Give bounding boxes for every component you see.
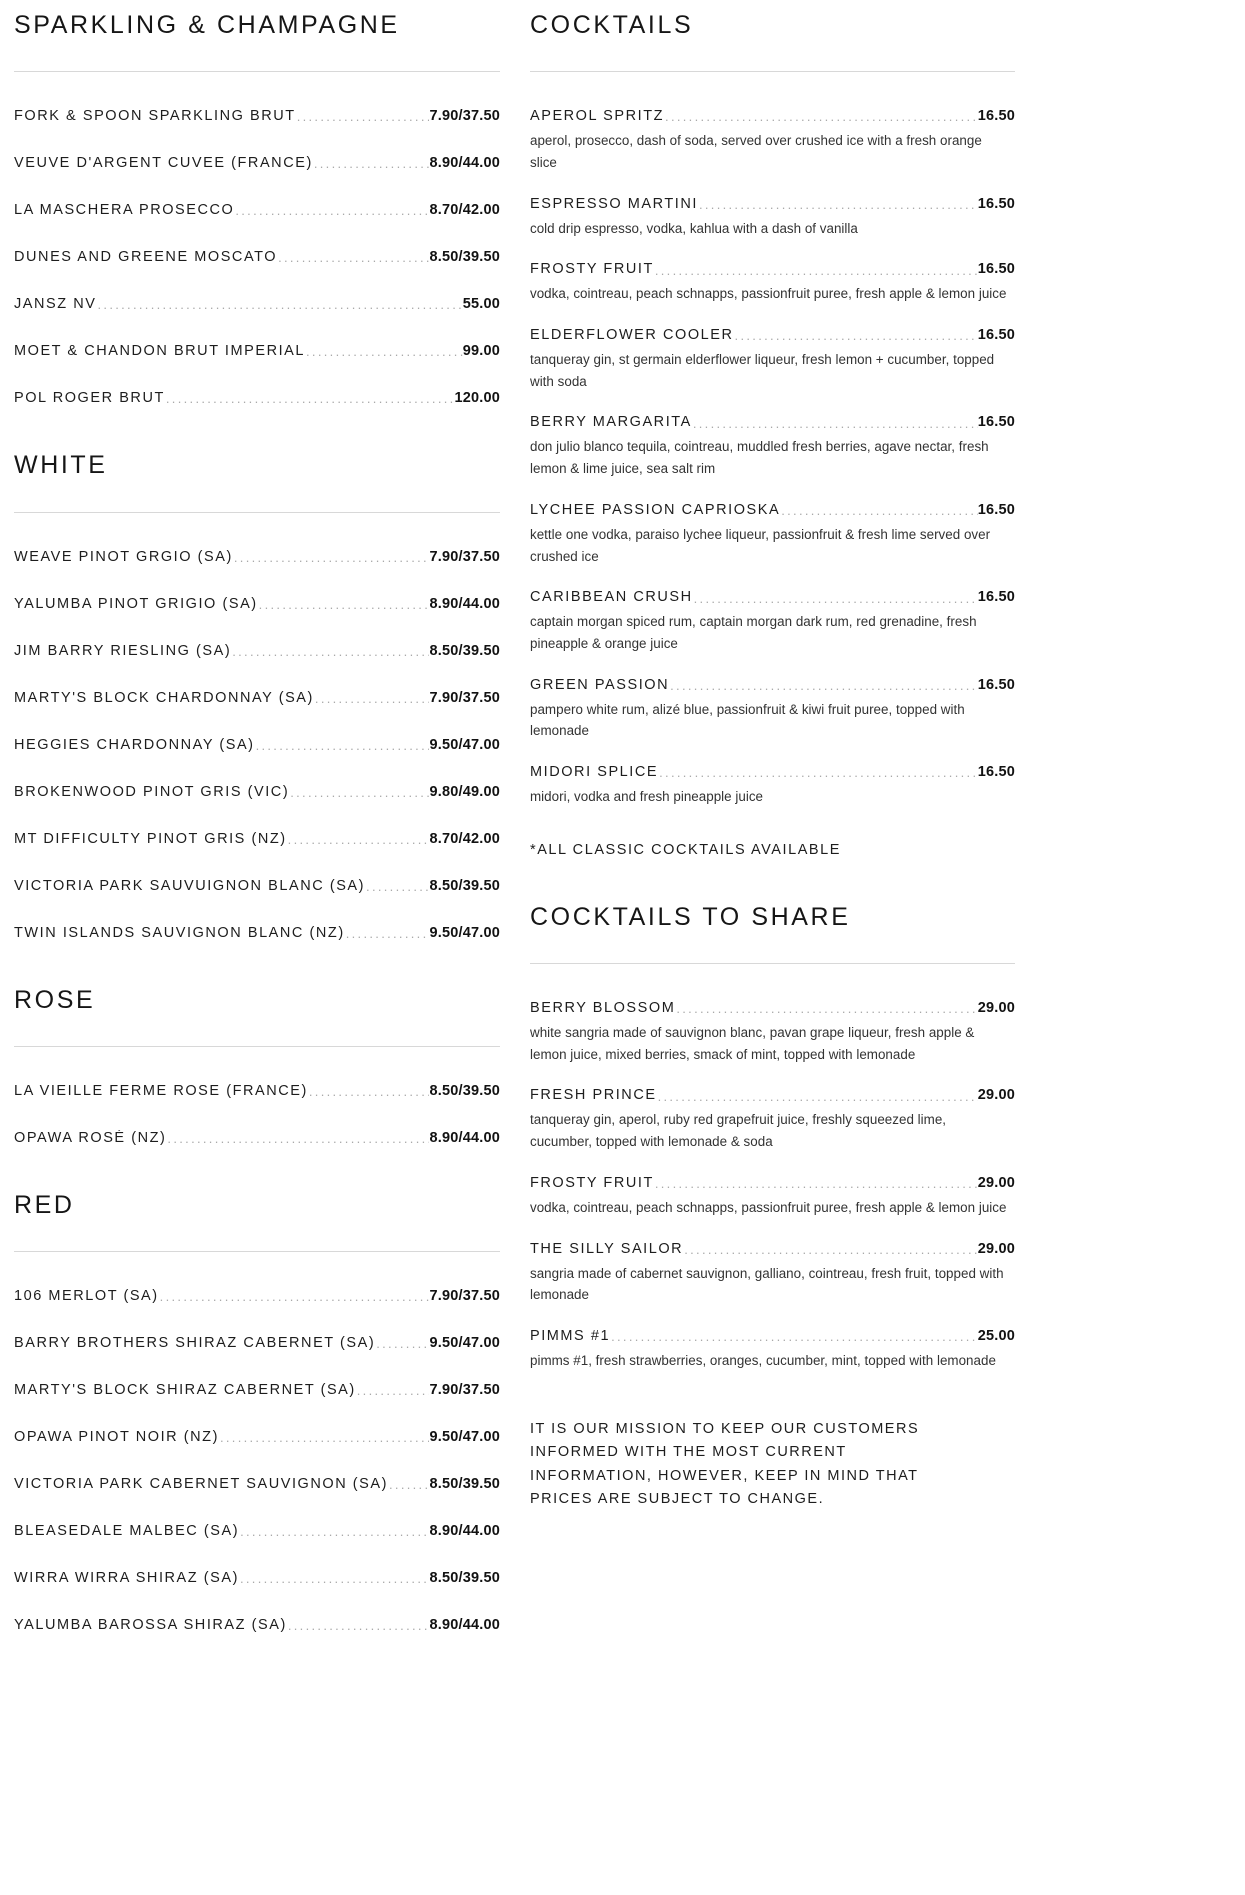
share-cocktail-item[interactable] bbox=[530, 1241, 1015, 1306]
wine-row[interactable] bbox=[14, 296, 500, 312]
wine-name: MOET & CHANDON BRUT IMPERIAL bbox=[14, 343, 306, 360]
cocktail-price: 16.50 bbox=[977, 327, 1015, 344]
wine-row[interactable] bbox=[14, 1429, 500, 1445]
dot-leader bbox=[684, 1242, 977, 1257]
wine-name: 106 MERLOT (SA) bbox=[14, 1288, 159, 1304]
dot-leader bbox=[297, 110, 430, 125]
wine-row[interactable] bbox=[14, 155, 500, 171]
prices-disclaimer bbox=[530, 1418, 960, 1512]
dot-leader bbox=[309, 1084, 430, 1099]
wine-name: VEUVE D'ARGENT CUVEE (FRANCE) bbox=[14, 155, 313, 172]
wine-row[interactable] bbox=[14, 784, 500, 800]
dot-leader bbox=[166, 392, 455, 407]
wine-name: BARRY BROTHERS SHIRAZ CABERNET (SA) bbox=[14, 1335, 376, 1351]
dot-leader bbox=[670, 678, 978, 693]
wine-row[interactable] bbox=[14, 1288, 500, 1304]
cocktail-description: sangria made of cabernet sauvignon, galliano, cointreau, fresh fruit, topped with lemonade bbox=[530, 1265, 1004, 1303]
dot-leader bbox=[735, 329, 978, 344]
wine-row[interactable] bbox=[14, 925, 500, 941]
cocktail-head bbox=[530, 1087, 1015, 1103]
cocktail-price: 16.50 bbox=[977, 108, 1015, 125]
cocktail-head bbox=[530, 414, 1015, 430]
cocktail-price: 16.50 bbox=[977, 589, 1015, 606]
section-divider bbox=[14, 1251, 500, 1252]
section-divider bbox=[14, 71, 500, 72]
section-divider bbox=[530, 71, 1015, 72]
dot-leader bbox=[694, 591, 978, 606]
cocktail-price: 29.00 bbox=[977, 1087, 1015, 1104]
section-divider bbox=[14, 512, 500, 513]
dot-leader bbox=[676, 1002, 977, 1017]
cocktail-item[interactable] bbox=[530, 327, 1015, 392]
cocktail-name: FRESH PRINCE bbox=[530, 1087, 657, 1104]
cocktail-price: 29.00 bbox=[977, 1240, 1015, 1257]
wine-name: BROKENWOOD PINOT GRIS (VIC) bbox=[14, 783, 290, 800]
disclaimer-line: IT IS OUR MISSION TO KEEP OUR CUSTOMERS bbox=[530, 1420, 920, 1437]
wine-row[interactable] bbox=[14, 1335, 500, 1351]
cocktail-name: PIMMS #1 bbox=[530, 1327, 611, 1344]
cocktail-head bbox=[530, 261, 1015, 277]
section-title-cocktails-to-share: COCKTAILS TO SHARE bbox=[530, 902, 851, 931]
share-cocktail-item[interactable] bbox=[530, 1087, 1015, 1152]
cocktail-price: 16.50 bbox=[977, 676, 1015, 693]
cocktail-description: pimms #1, fresh strawberries, oranges, cucumber, mint, topped with lemonade bbox=[530, 1352, 996, 1368]
cocktail-name: FROSTY FRUIT bbox=[530, 1174, 654, 1191]
wine-row[interactable] bbox=[14, 1382, 500, 1398]
wine-row[interactable] bbox=[14, 643, 500, 659]
cocktail-price: 16.50 bbox=[977, 261, 1015, 278]
section-sparkling-champagne bbox=[14, 10, 500, 406]
dot-leader bbox=[220, 1431, 430, 1446]
wine-name: JIM BARRY RIESLING (SA) bbox=[14, 642, 232, 659]
cocktail-description: pampero white rum, alizé blue, passionfruit & kiwi fruit puree, topped with lemonade bbox=[530, 701, 965, 739]
cocktail-description: midori, vodka and fresh pineapple juice bbox=[530, 789, 764, 805]
dot-leader bbox=[376, 1337, 429, 1352]
share-cocktail-item[interactable] bbox=[530, 1000, 1015, 1065]
wine-row[interactable] bbox=[14, 108, 500, 124]
wine-name: WEAVE PINOT GRGIO (SA) bbox=[14, 548, 233, 565]
wine-name: POL ROGER BRUT bbox=[14, 390, 165, 407]
wine-list-rose bbox=[14, 1083, 500, 1146]
cocktail-name: LYCHEE PASSION CAPRIOSKA bbox=[530, 501, 781, 518]
cocktail-description: aperol, prosecco, dash of soda, served over crushed ice with a fresh orange slice bbox=[530, 133, 982, 170]
wine-name: YALUMBA BAROSSA SHIRAZ (SA) bbox=[14, 1617, 287, 1633]
cocktail-price: 16.50 bbox=[977, 195, 1015, 212]
cocktail-name: MIDORI SPLICE bbox=[530, 764, 659, 781]
cocktail-description: vodka, cointreau, peach schnapps, passionfruit puree, fresh apple & lemon juice bbox=[530, 286, 1007, 302]
wine-row[interactable] bbox=[14, 202, 500, 218]
wine-name: BLEASEDALE MALBEC (SA) bbox=[14, 1523, 240, 1539]
cocktail-name: BERRY BLOSSOM bbox=[530, 1000, 676, 1017]
wine-name: VICTORIA PARK CABERNET SAUVIGNON (SA) bbox=[14, 1476, 388, 1492]
share-cocktail-item[interactable] bbox=[530, 1175, 1015, 1219]
wine-price: 9.50/47.00 bbox=[429, 736, 500, 753]
dot-leader bbox=[665, 110, 978, 125]
dot-leader bbox=[346, 926, 430, 941]
dot-leader bbox=[167, 1131, 429, 1146]
wine-name: MARTY'S BLOCK CHARDONNAY (SA) bbox=[14, 689, 314, 706]
share-cocktail-item[interactable] bbox=[530, 1328, 1015, 1372]
section-title-rose: ROSE bbox=[14, 985, 96, 1014]
cocktail-description: kettle one vodka, paraiso lychee liqueur, passionfruit & fresh lime served over crushed ice bbox=[530, 526, 991, 564]
cocktail-item[interactable] bbox=[530, 414, 1015, 479]
wine-name: JANSZ NV bbox=[14, 296, 97, 313]
wine-row[interactable] bbox=[14, 596, 500, 612]
wine-price: 8.50/39.50 bbox=[429, 1476, 500, 1492]
cocktail-description: cold drip espresso, vodka, kahlua with a dash of vanilla bbox=[530, 220, 858, 236]
cocktail-item[interactable] bbox=[530, 502, 1015, 567]
cocktail-item[interactable] bbox=[530, 677, 1015, 742]
dot-leader bbox=[659, 766, 978, 781]
cocktail-description: vodka, cointreau, peach schnapps, passionfruit puree, fresh apple & lemon juice bbox=[530, 1199, 1007, 1215]
dot-leader bbox=[655, 1176, 978, 1191]
wine-price: 8.90/44.00 bbox=[429, 1617, 500, 1633]
wine-name: DUNES AND GREENE MOSCATO bbox=[14, 249, 278, 266]
wine-price: 8.90/44.00 bbox=[429, 1523, 500, 1539]
cocktail-description: don julio blanco tequila, cointreau, muddled fresh berries, agave nectar, fresh lemon & lime juice, sea salt rim bbox=[530, 439, 989, 477]
section-divider bbox=[14, 1046, 500, 1047]
wine-row[interactable] bbox=[14, 249, 500, 265]
cocktail-head bbox=[530, 1241, 1015, 1257]
cocktail-price: 29.00 bbox=[977, 1000, 1015, 1017]
wine-price: 8.70/42.00 bbox=[429, 830, 500, 847]
dot-leader bbox=[699, 197, 978, 212]
cocktail-name: ELDERFLOWER COOLER bbox=[530, 327, 734, 344]
wine-list-sparkling-champagne bbox=[14, 108, 500, 406]
dot-leader bbox=[389, 1478, 429, 1493]
dot-leader bbox=[259, 597, 430, 612]
dot-leader bbox=[98, 298, 463, 313]
cocktail-description: captain morgan spiced rum, captain morgan dark rum, red grenadine, fresh pineapple & orange juice bbox=[530, 614, 977, 651]
cocktail-name: THE SILLY SAILOR bbox=[530, 1240, 684, 1257]
wine-price: 120.00 bbox=[454, 390, 500, 407]
cocktail-head bbox=[530, 196, 1015, 212]
wine-price: 8.90/44.00 bbox=[429, 155, 500, 172]
cocktail-price: 25.00 bbox=[977, 1327, 1015, 1344]
dot-leader bbox=[240, 1525, 429, 1540]
section-cocktails bbox=[530, 10, 1015, 858]
wine-name: VICTORIA PARK SAUVUIGNON BLANC (SA) bbox=[14, 877, 366, 894]
wine-name: LA MASCHERA PROSECCO bbox=[14, 202, 235, 219]
wine-row[interactable] bbox=[14, 690, 500, 706]
wine-row[interactable] bbox=[14, 343, 500, 359]
dot-leader bbox=[658, 1089, 978, 1104]
disclaimer-line: PRICES ARE SUBJECT TO CHANGE. bbox=[530, 1491, 825, 1508]
wine-row[interactable] bbox=[14, 1083, 500, 1099]
dot-leader bbox=[160, 1290, 430, 1305]
cocktail-description: tanqueray gin, aperol, ruby red grapefruit juice, freshly squeezed lime, cucumber, topped with lemonade & soda bbox=[530, 1112, 947, 1150]
dot-leader bbox=[235, 204, 429, 219]
section-white bbox=[14, 450, 500, 940]
cocktail-head bbox=[530, 1175, 1015, 1191]
cocktail-column bbox=[530, 10, 1245, 1512]
wine-name: WIRRA WIRRA SHIRAZ (SA) bbox=[14, 1570, 239, 1586]
dot-leader bbox=[256, 738, 430, 753]
dot-leader bbox=[232, 644, 429, 659]
wine-price: 7.90/37.50 bbox=[429, 1382, 500, 1398]
dot-leader bbox=[781, 503, 978, 518]
section-title-white: WHITE bbox=[14, 451, 108, 480]
disclaimer-line: INFORMATION, HOWEVER, KEEP IN MIND THAT bbox=[530, 1467, 919, 1484]
wine-row[interactable] bbox=[14, 1570, 500, 1586]
dot-leader bbox=[357, 1384, 430, 1399]
wine-price: 8.90/44.00 bbox=[429, 595, 500, 612]
dot-leader bbox=[288, 1619, 430, 1634]
cocktail-price: 16.50 bbox=[977, 764, 1015, 781]
wine-name: HEGGIES CHARDONNAY (SA) bbox=[14, 736, 255, 753]
dot-leader bbox=[693, 416, 978, 431]
wine-name: OPAWA PINOT NOIR (NZ) bbox=[14, 1429, 219, 1445]
wine-price: 8.50/39.50 bbox=[429, 877, 500, 894]
cocktail-description: tanqueray gin, st germain elderflower liqueur, fresh lemon + cucumber, topped with soda bbox=[530, 352, 995, 389]
dot-leader bbox=[611, 1329, 978, 1344]
wine-row[interactable] bbox=[14, 737, 500, 753]
wine-name: OPAWA ROSÉ (NZ) bbox=[14, 1129, 167, 1146]
wine-row[interactable] bbox=[14, 1617, 500, 1633]
cocktail-head bbox=[530, 502, 1015, 518]
wine-price: 55.00 bbox=[462, 296, 500, 313]
wine-row[interactable] bbox=[14, 390, 500, 406]
cocktail-name: GREEN PASSION bbox=[530, 676, 670, 693]
dot-leader bbox=[306, 345, 463, 360]
cocktail-head bbox=[530, 108, 1015, 124]
cocktail-price: 29.00 bbox=[977, 1174, 1015, 1191]
wine-price: 7.90/37.50 bbox=[429, 1288, 500, 1304]
disclaimer-line: INFORMED WITH THE MOST CURRENT bbox=[530, 1444, 847, 1461]
wine-price: 9.50/47.00 bbox=[429, 1335, 500, 1351]
section-red bbox=[14, 1190, 500, 1633]
dot-leader bbox=[290, 785, 429, 800]
cocktail-name: APEROL SPRITZ bbox=[530, 108, 665, 125]
cocktail-item[interactable] bbox=[530, 196, 1015, 240]
cocktail-head bbox=[530, 1000, 1015, 1016]
cocktail-head bbox=[530, 677, 1015, 693]
dot-leader bbox=[314, 157, 430, 172]
section-rose bbox=[14, 985, 500, 1146]
wine-price: 8.50/39.50 bbox=[429, 642, 500, 659]
wine-price: 8.70/42.00 bbox=[429, 202, 500, 219]
wine-name: YALUMBA PINOT GRIGIO (SA) bbox=[14, 595, 258, 612]
wine-name: MT DIFFICULTY PINOT GRIS (NZ) bbox=[14, 830, 287, 847]
cocktail-name: ESPRESSO MARTINI bbox=[530, 195, 698, 212]
wine-price: 7.90/37.50 bbox=[429, 548, 500, 565]
section-title-sparkling-champagne: SPARKLING & CHAMPAGNE bbox=[14, 11, 400, 39]
cocktail-name: FROSTY FRUIT bbox=[530, 261, 654, 278]
wine-price: 9.80/49.00 bbox=[429, 783, 500, 800]
wine-row[interactable] bbox=[14, 1130, 500, 1146]
wine-name: MARTY'S BLOCK SHIRAZ CABERNET (SA) bbox=[14, 1382, 356, 1398]
wine-price: 99.00 bbox=[462, 343, 500, 360]
cocktail-head bbox=[530, 1328, 1015, 1344]
cocktail-head bbox=[530, 589, 1015, 605]
wine-price: 7.90/37.50 bbox=[429, 108, 500, 125]
cocktail-list bbox=[530, 108, 1015, 858]
cocktail-item[interactable] bbox=[530, 108, 1015, 173]
wine-price: 7.90/37.50 bbox=[429, 689, 500, 706]
cocktail-name: BERRY MARGARITA bbox=[530, 414, 692, 431]
cocktail-item[interactable] bbox=[530, 764, 1015, 808]
wine-price: 8.50/39.50 bbox=[429, 249, 500, 266]
share-cocktail-list bbox=[530, 1000, 1015, 1512]
dot-leader bbox=[315, 691, 430, 706]
wine-row[interactable] bbox=[14, 878, 500, 894]
dot-leader bbox=[240, 1572, 429, 1587]
dot-leader bbox=[278, 251, 429, 266]
wine-price: 8.50/39.50 bbox=[429, 1570, 500, 1586]
cocktail-item[interactable] bbox=[530, 261, 1015, 305]
wine-name: LA VIEILLE FERME ROSE (FRANCE) bbox=[14, 1082, 308, 1099]
wine-price: 9.50/47.00 bbox=[429, 924, 500, 941]
classic-cocktails-note: *ALL CLASSIC COCKTAILS AVAILABLE bbox=[530, 841, 841, 858]
cocktail-name: CARIBBEAN CRUSH bbox=[530, 589, 693, 606]
wine-row[interactable] bbox=[14, 831, 500, 847]
dot-leader bbox=[288, 832, 430, 847]
wine-price: 8.50/39.50 bbox=[429, 1082, 500, 1099]
wine-price: 9.50/47.00 bbox=[429, 1429, 500, 1445]
wine-list-red bbox=[14, 1288, 500, 1633]
section-title-red: RED bbox=[14, 1190, 75, 1219]
wine-price: 8.90/44.00 bbox=[429, 1129, 500, 1146]
dot-leader bbox=[655, 263, 978, 278]
cocktail-price: 16.50 bbox=[977, 501, 1015, 518]
cocktail-description: white sangria made of sauvignon blanc, pavan grape liqueur, fresh apple & lemon juice, mixed berries, smack of mint, topped with lemonade bbox=[530, 1025, 975, 1062]
wine-column bbox=[0, 10, 530, 1633]
wine-name: TWIN ISLANDS SAUVIGNON BLANC (NZ) bbox=[14, 924, 345, 941]
section-title-cocktails: COCKTAILS bbox=[530, 11, 694, 39]
wine-name: FORK & SPOON SPARKLING BRUT bbox=[14, 108, 296, 125]
wine-row[interactable] bbox=[14, 1476, 500, 1492]
wine-list-white bbox=[14, 549, 500, 941]
dot-leader bbox=[234, 550, 430, 565]
wine-row[interactable] bbox=[14, 549, 500, 565]
wine-row[interactable] bbox=[14, 1523, 500, 1539]
cocktail-head bbox=[530, 327, 1015, 343]
dot-leader bbox=[366, 879, 429, 894]
section-divider bbox=[530, 963, 1015, 964]
section-cocktails-to-share bbox=[530, 902, 1015, 1512]
cocktail-price: 16.50 bbox=[977, 414, 1015, 431]
cocktail-item[interactable] bbox=[530, 589, 1015, 654]
cocktail-head bbox=[530, 764, 1015, 780]
